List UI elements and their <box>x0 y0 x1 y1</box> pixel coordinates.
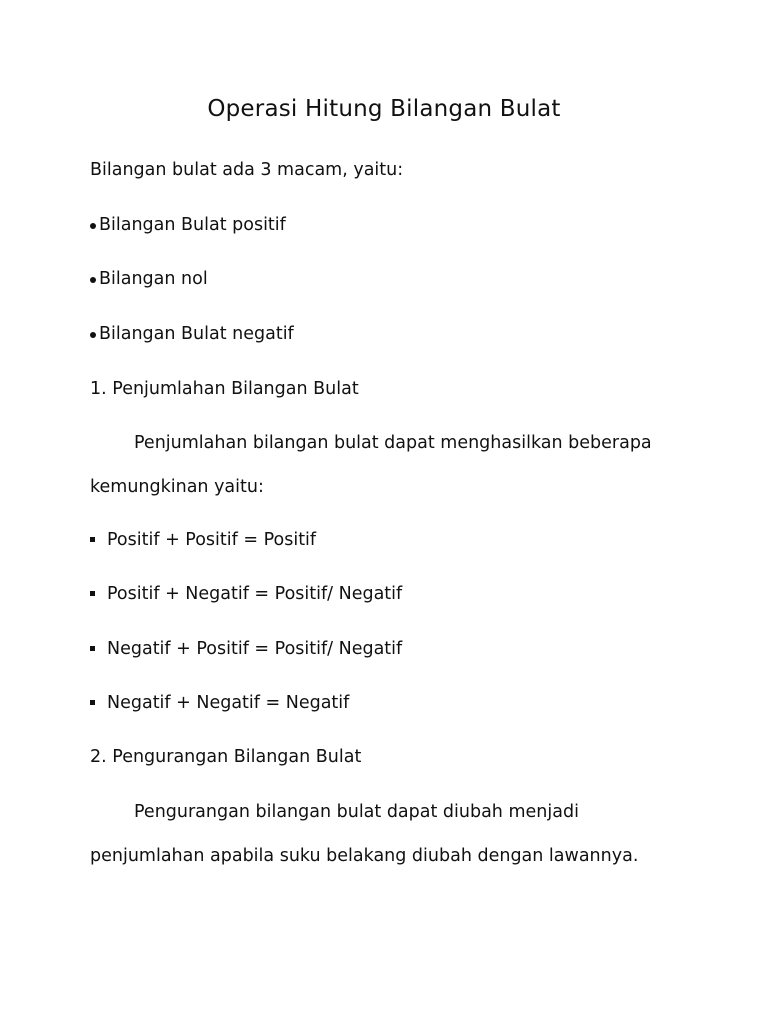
paragraph-line: kemungkinan yaitu: <box>90 477 264 497</box>
bullet-square-icon <box>90 537 95 542</box>
bullet-dot-icon <box>90 332 96 338</box>
bullet-square-icon <box>90 591 95 596</box>
bullet-dot-icon <box>90 277 96 283</box>
paragraph-line: Penjumlahan bilangan bulat dapat menghasilkan beberapa <box>134 433 652 453</box>
list-item <box>90 321 294 347</box>
rule-item-label: Positif + Negatif = Positif/ Negatif <box>107 584 403 604</box>
list-item-label: Bilangan Bulat negatif <box>99 324 294 344</box>
rule-item <box>90 636 402 662</box>
bullet-square-icon <box>90 700 95 705</box>
bullet-dot-icon <box>90 223 96 229</box>
rule-item <box>90 527 316 553</box>
section-heading: 2. Pengurangan Bilangan Bulat <box>90 747 362 767</box>
list-item <box>90 266 208 292</box>
paragraph-line: Pengurangan bilangan bulat dapat diubah menjadi <box>134 802 579 822</box>
paragraph-line: penjumlahan apabila suku belakang diubah dengan lawannya. <box>90 846 639 866</box>
rule-item-label: Negatif + Positif = Positif/ Negatif <box>107 639 403 659</box>
rule-item-label: Positif + Positif = Positif <box>107 530 317 550</box>
list-item <box>90 212 286 238</box>
list-item-label: Bilangan Bulat positif <box>99 215 286 235</box>
rule-item <box>90 690 349 716</box>
list-item-label: Bilangan nol <box>99 269 208 289</box>
section-heading: 1. Penjumlahan Bilangan Bulat <box>90 379 359 399</box>
bullet-square-icon <box>90 646 95 651</box>
page-title: Operasi Hitung Bilangan Bulat <box>207 96 561 122</box>
rule-item <box>90 581 402 607</box>
intro-text: Bilangan bulat ada 3 macam, yaitu: <box>90 160 404 180</box>
rule-item-label: Negatif + Negatif = Negatif <box>107 693 350 713</box>
